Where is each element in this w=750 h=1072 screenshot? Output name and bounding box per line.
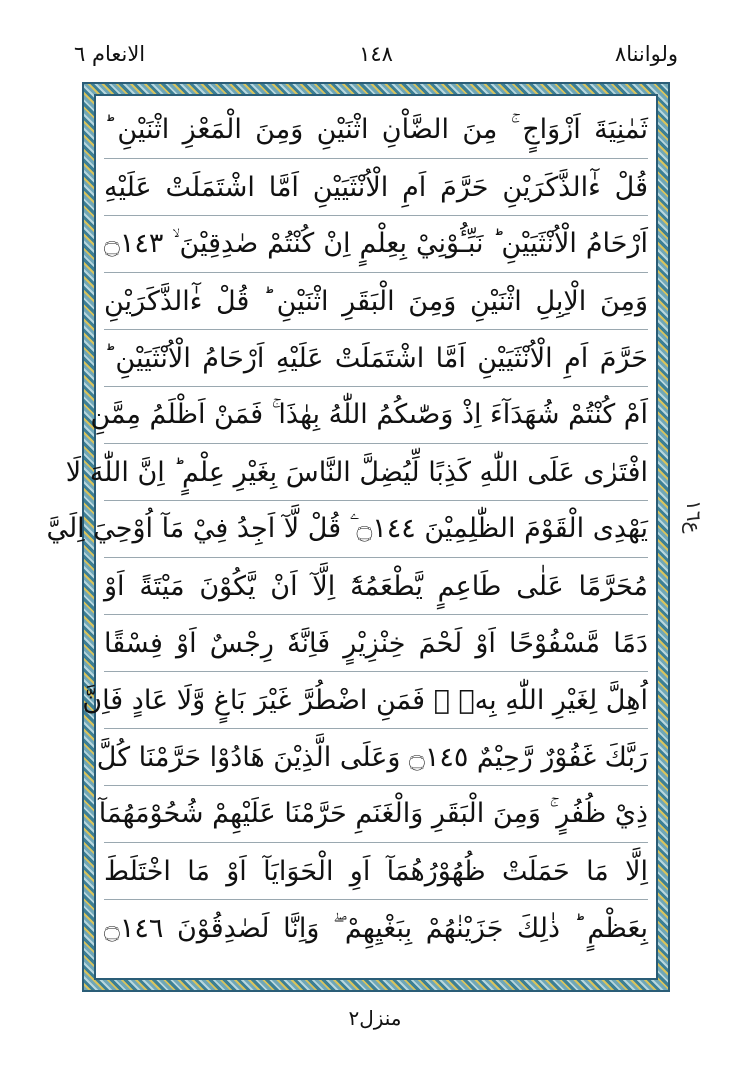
verse-line: مُحَرَّمًا عَلٰى طَاعِمٍ يَّطْعَمُهٗٓ اِلَّآ اَنْ يَّكُوْنَ مَيْتَةً اَوْ xyxy=(104,558,648,615)
ornamental-border xyxy=(46,82,670,992)
verse-line: حَرَّمَ اَمِ الْاُنْثَيَيْنِ اَمَّا اشْتَمَلَتْ عَلَيْهِ اَرْحَامُ الْاُنْثَيَيْنِ ؕ xyxy=(104,330,648,387)
verse-lines xyxy=(46,102,648,972)
verse-line: افْتَرٰى عَلَى اللّٰهِ كَذِبًا لِّيُضِلَّ النَّاسَ بِغَيْرِ عِلْمٍ ؕ اِنَّ اللّٰهَ لَا xyxy=(104,444,648,501)
verse-line: قُلْ ءٰٓالذَّكَرَيْنِ حَرَّمَ اَمِ الْاُنْثَيَيْنِ اَمَّا اشْتَمَلَتْ عَلَيْهِ xyxy=(104,159,648,216)
verse-line: اَرْحَامُ الْاُنْثَيَيْنِ ؕ نَبِّـُٔوْنِيْ بِعِلْمٍ اِنْ كُنْتُمْ صٰدِقِيْنَ ۙ ۝١٤٣ xyxy=(104,216,648,273)
verse-line: ثَمٰنِيَةَ اَزْوَاجٍ ۚ مِنَ الضَّاْنِ اثْنَيْنِ وَمِنَ الْمَعْزِ اثْنَيْنِ ؕ xyxy=(104,102,648,159)
verse-line: اِلَّا مَا حَمَلَتْ ظُهُوْرُهُمَآ اَوِ الْحَوَايَآ اَوْ مَا اخْتَلَطَ xyxy=(104,843,648,900)
manzil-footer: منزل٢ xyxy=(348,1006,402,1030)
ruku-marker: ع١٦ xyxy=(682,500,706,534)
text-panel xyxy=(46,94,658,980)
verse-line: اَمْ كُنْتُمْ شُهَدَآءَ اِذْ وَصّٰىكُمُ اللّٰهُ بِهٰذَا ۚ فَمَنْ اَظْلَمُ مِمَّنِ xyxy=(104,387,648,444)
verse-line: وَمِنَ الْاِبِلِ اثْنَيْنِ وَمِنَ الْبَقَرِ اثْنَيْنِ ؕ قُلْ ءٰٓالذَّكَرَيْنِ xyxy=(104,273,648,330)
verse-line: دَمًا مَّسْفُوْحًا اَوْ لَحْمَ خِنْزِيْرٍ فَاِنَّهٗ رِجْسٌ اَوْ فِسْقًا xyxy=(104,615,648,672)
page-header xyxy=(74,38,678,78)
juz-name: ولواننا٨ xyxy=(614,42,678,66)
verse-line: رَبَّكَ غَفُوْرٌ رَّحِيْمٌ ۝١٤٥ وَعَلَى الَّذِيْنَ هَادُوْا حَرَّمْنَا كُلَّ xyxy=(104,729,648,786)
verse-line: بِعَظْمٍ ؕ ذٰلِكَ جَزَيْنٰهُمْ بِبَغْيِهِمْ ۖ وَاِنَّا لَصٰدِقُوْنَ ۝١٤٦ xyxy=(104,912,648,944)
verse-line: ذِيْ ظُفُرٍ ۚ وَمِنَ الْبَقَرِ وَالْغَنَمِ حَرَّمْنَا عَلَيْهِمْ شُحُوْمَهُمَآ xyxy=(104,786,648,843)
page-number: ١٤٨ xyxy=(359,42,393,66)
verse-line: يَهْدِى الْقَوْمَ الظّٰلِمِيْنَ ۝١٤٤ ۧ قُلْ لَّآ اَجِدُ فِيْ مَآ اُوْحِيَ اِلَيَّ xyxy=(104,501,648,558)
surah-name: الانعام ٦ xyxy=(74,42,146,66)
verse-line: اُهِلَّ لِغَيْرِ اللّٰهِ بِهٖ ۚ فَمَنِ اضْطُرَّ غَيْرَ بَاغٍ وَّلَا عَادٍ فَاِنَّ xyxy=(104,672,648,729)
